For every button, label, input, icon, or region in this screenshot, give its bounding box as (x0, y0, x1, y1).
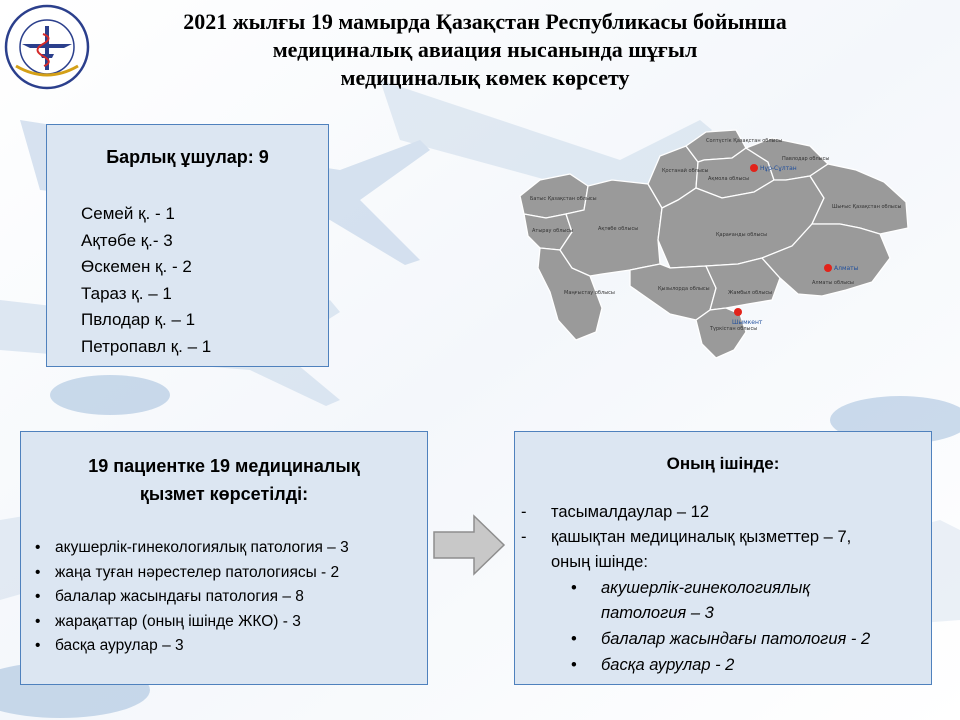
including-header: Оның ішінде: (666, 454, 780, 473)
label-north-kaz: Солтүстік Қазақстан облысы (706, 138, 783, 144)
city-nur-sultan: Нұр-Сұлтан (760, 165, 797, 172)
patients-header-line-1: 19 пациентке 19 медициналық (88, 456, 360, 476)
dash: - (521, 528, 527, 546)
bullet: • (35, 539, 41, 556)
label-pavlodar: Павлодар облысы (782, 156, 830, 162)
dash: - (521, 503, 527, 521)
flight-item: Семей қ. - 1 (81, 204, 175, 223)
label-aktobe: Ақтөбе облысы (598, 226, 639, 232)
label-zhambyl: Жамбыл облысы (728, 290, 773, 296)
patients-header-line-2: қызмет көрсетілді: (139, 484, 309, 504)
list-item-text: басқа аурулар – 3 (55, 637, 184, 655)
flight-item: Ақтөбе қ.- 3 (81, 230, 173, 250)
list-item-text: акушерлік-гинекологиялық патология – 3 (55, 539, 349, 556)
remote-line (521, 528, 851, 547)
label-akmola: Ақмола облысы (708, 176, 750, 182)
page-title (100, 8, 870, 92)
list-item (35, 610, 349, 635)
title-line-3: медициналық көмек көрсету (340, 65, 630, 90)
bullet: • (571, 656, 577, 674)
flight-item: Пвлодар қ. – 1 (81, 310, 196, 329)
label-west-kaz: Батыс Қазақстан облысы (530, 196, 597, 202)
list-item-text: балалар жасындағы патология – 8 (55, 588, 304, 606)
list-item-text: жарақаттар (оның ішінде ЖКО) - 3 (55, 612, 301, 630)
title-line-2: медициналық авиация нысанында шұғыл (272, 37, 698, 62)
bullet: • (571, 630, 577, 648)
sub-item-1-line-1: акушерлік-гинекологиялық (601, 579, 811, 597)
transport-text: тасымалдаулар – 12 (551, 503, 709, 521)
bullet: • (35, 588, 41, 606)
list-item-text: жаңа туған нәрестелер патологиясы - 2 (55, 563, 340, 581)
bullet: • (35, 563, 41, 581)
patients-box (20, 431, 428, 685)
patients-header (21, 452, 427, 508)
list-item (35, 585, 349, 610)
label-mangystau: Маңғыстау облысы (564, 290, 615, 296)
sub-item-1-line-2: патология – 3 (601, 604, 714, 622)
list-item (35, 634, 349, 659)
flights-box (46, 124, 329, 367)
label-kyzylorda: Қызылорда облысы (658, 286, 710, 292)
city-nur-sultan-marker (750, 164, 758, 172)
logo (4, 4, 90, 90)
flights-list (81, 201, 211, 360)
flights-header: Барлық ұшулар: 9 (106, 147, 269, 167)
flight-item: Өскемен қ. - 2 (81, 257, 192, 276)
label-east-kaz: Шығыс Қазақстан облысы (832, 204, 902, 210)
map-regions (520, 130, 908, 358)
label-kostanay: Қостанай облысы (662, 168, 709, 174)
region-kyzylorda (630, 264, 716, 320)
list-item (35, 536, 349, 561)
bullet: • (35, 637, 41, 655)
including-box (514, 431, 932, 685)
list-item (35, 561, 349, 586)
label-almaty-obl: Алматы облысы (812, 280, 854, 286)
sub-item-3: басқа аурулар - 2 (601, 656, 735, 674)
bullet: • (571, 579, 577, 597)
remote-line-2: оның ішінде: (551, 553, 648, 571)
remote-text: қашықтан медициналық қызметтер – 7, (551, 528, 852, 546)
transport-line (521, 503, 709, 522)
kazakhstan-map (510, 118, 922, 364)
title-line-1: 2021 жылғы 19 мамырда Қазақстан Республикасы бойынша (183, 9, 787, 34)
label-atyrau: Атырау облысы (532, 228, 574, 234)
sub-item-2: балалар жасындағы патология - 2 (601, 630, 871, 648)
city-shymkent: Шымкент (732, 319, 763, 326)
patients-list (35, 536, 349, 659)
city-almaty-marker (824, 264, 832, 272)
bullet: • (35, 612, 41, 630)
label-turkestan: Түркістан облысы (710, 326, 758, 332)
label-karaganda: Қарағанды облысы (716, 232, 768, 238)
city-shymkent-marker (734, 308, 742, 316)
city-almaty: Алматы (834, 265, 859, 272)
flight-item: Тараз қ. – 1 (81, 283, 172, 303)
logo-emblem-icon (4, 4, 90, 90)
flight-item: Петропавл қ. – 1 (81, 336, 212, 356)
right-arrow-icon (432, 514, 506, 576)
